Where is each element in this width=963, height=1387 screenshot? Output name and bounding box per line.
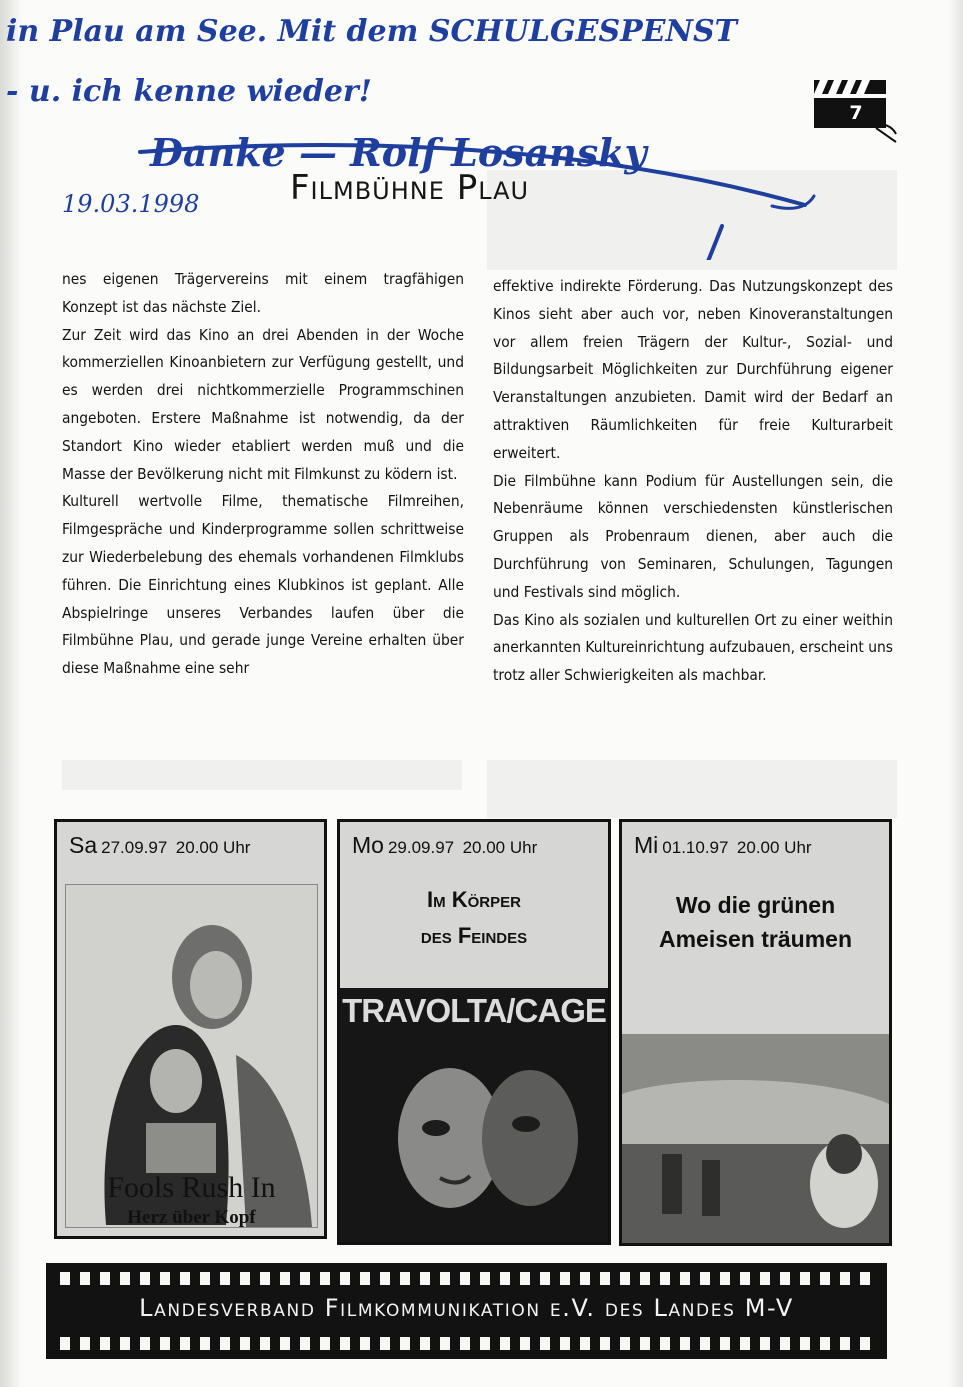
film-title-line: Ameisen träumen (658, 926, 852, 952)
poster-photo (340, 988, 608, 1242)
page-title: Filmbühne Plau (290, 168, 530, 208)
screening-date (634, 832, 812, 859)
paragraph: Das Kino als sozialen und kulturellen Ort zu einer weithin anerkannten Kultureinrichtung aufzubauen, erscheint uns trotz aller Schwierigkeiten als machbar. (493, 610, 893, 685)
date: 29.09.97 (387, 838, 455, 857)
actor-banner: TRAVOLTA/CAGE (342, 992, 606, 1029)
weekday: Mo (352, 832, 384, 858)
paragraph: effektive indirekte Förderung. Das Nutzungskonzept des Kinos sieht aber auch vor, neben Kinoveranstaltungen vor allem freien Trägern der Kultur-, Sozial- und Bildungsarbeit Möglichkeiten zur Durchführung eigener Veranstaltungen anzubieten. Damit wird der Bedarf an attraktiven Räumlichkeiten für freie Kulturarbeit erweitert. (493, 277, 893, 462)
screening-date (69, 832, 250, 859)
paragraph: Zur Zeit wird das Kino an drei Abenden in der Woche kommerziellen Kinoanbietern zur Verfügung gestellt, und es werden drei nichtkommerzielle Programmschinen angeboten. Erstere Maßnahme ist notwendig, da der Standort Kino wieder etabliert werden muß und die Masse der Bevölkerung nicht mit Filmkunst zu ködern ist. (62, 325, 464, 483)
outback-scene-illustration (622, 1034, 889, 1243)
signature: Danke — Rolf Losansky (150, 130, 647, 175)
dedication-line-2: - u. ich kenne wieder! (6, 74, 372, 109)
film-subtitle: Herz über Kopf (127, 1207, 256, 1228)
paragraph: nes eigenen Trägervereins mit einem tragfähigen Konzept ist das nächste Ziel. (62, 270, 464, 316)
film-title (340, 882, 608, 954)
organization-name: Landesverband Filmkommunikation e.V. des Landes M-V (139, 1294, 794, 1322)
film-poster-wo-die-gruenen-ameisen-traeumen (619, 819, 892, 1246)
poster-photo (622, 1034, 889, 1243)
film-title (622, 888, 889, 956)
faces-illustration (340, 988, 608, 1242)
dedication-line-1: in Plau am See. Mit dem SCHULGESPENST (6, 14, 737, 49)
date: 01.10.97 (662, 838, 729, 857)
date: 27.09.97 (101, 838, 168, 857)
paragraph: Kulturell wertvolle Filme, thematische Filmreihen, Filmgespräche und Kinderprogramme sollen schrittweise zur Wiederbelebung des ehemals vorhandenen Filmklubs führen. Die Einrichtung eines Klubkinos ist geplant. Alle Abspielringe unseres Verbandes laufen über die Filmbühne Plau, und gerade junge Vereine erhalten über diese Maßnahme eine sehr (62, 492, 464, 678)
time: 20.00 Uhr (736, 838, 812, 857)
weekday: Sa (69, 832, 98, 858)
film-poster-fools-rush-in (54, 819, 327, 1239)
footer-filmstrip (46, 1263, 887, 1359)
page-number: 7 (849, 102, 863, 124)
paragraph: Die Filmbühne kann Podium für Austellungen sein, die Nebenräume können verschiedensten künstlerischen Gruppen als Probenraum dienen, aber auch die Durchführung von Seminaren, Schulungen, Tagungen und Festivals sind möglich. (493, 471, 893, 601)
film-poster-im-koerper-des-feindes (337, 819, 611, 1245)
weekday: Mi (634, 832, 659, 858)
article-column-left (62, 266, 464, 683)
film-title: Fools Rush In (107, 1171, 276, 1204)
signature-date: 19.03.1998 (62, 190, 200, 218)
time: 20.00 Uhr (175, 838, 251, 857)
film-title-line: Im Körper (427, 887, 521, 912)
film-title-line: Wo die grünen (675, 892, 836, 918)
film-title-line: des Feindes (420, 923, 528, 948)
screening-date (352, 832, 537, 859)
poster-photo (65, 884, 318, 1228)
time: 20.00 Uhr (462, 838, 538, 857)
article-column-right (493, 273, 893, 690)
